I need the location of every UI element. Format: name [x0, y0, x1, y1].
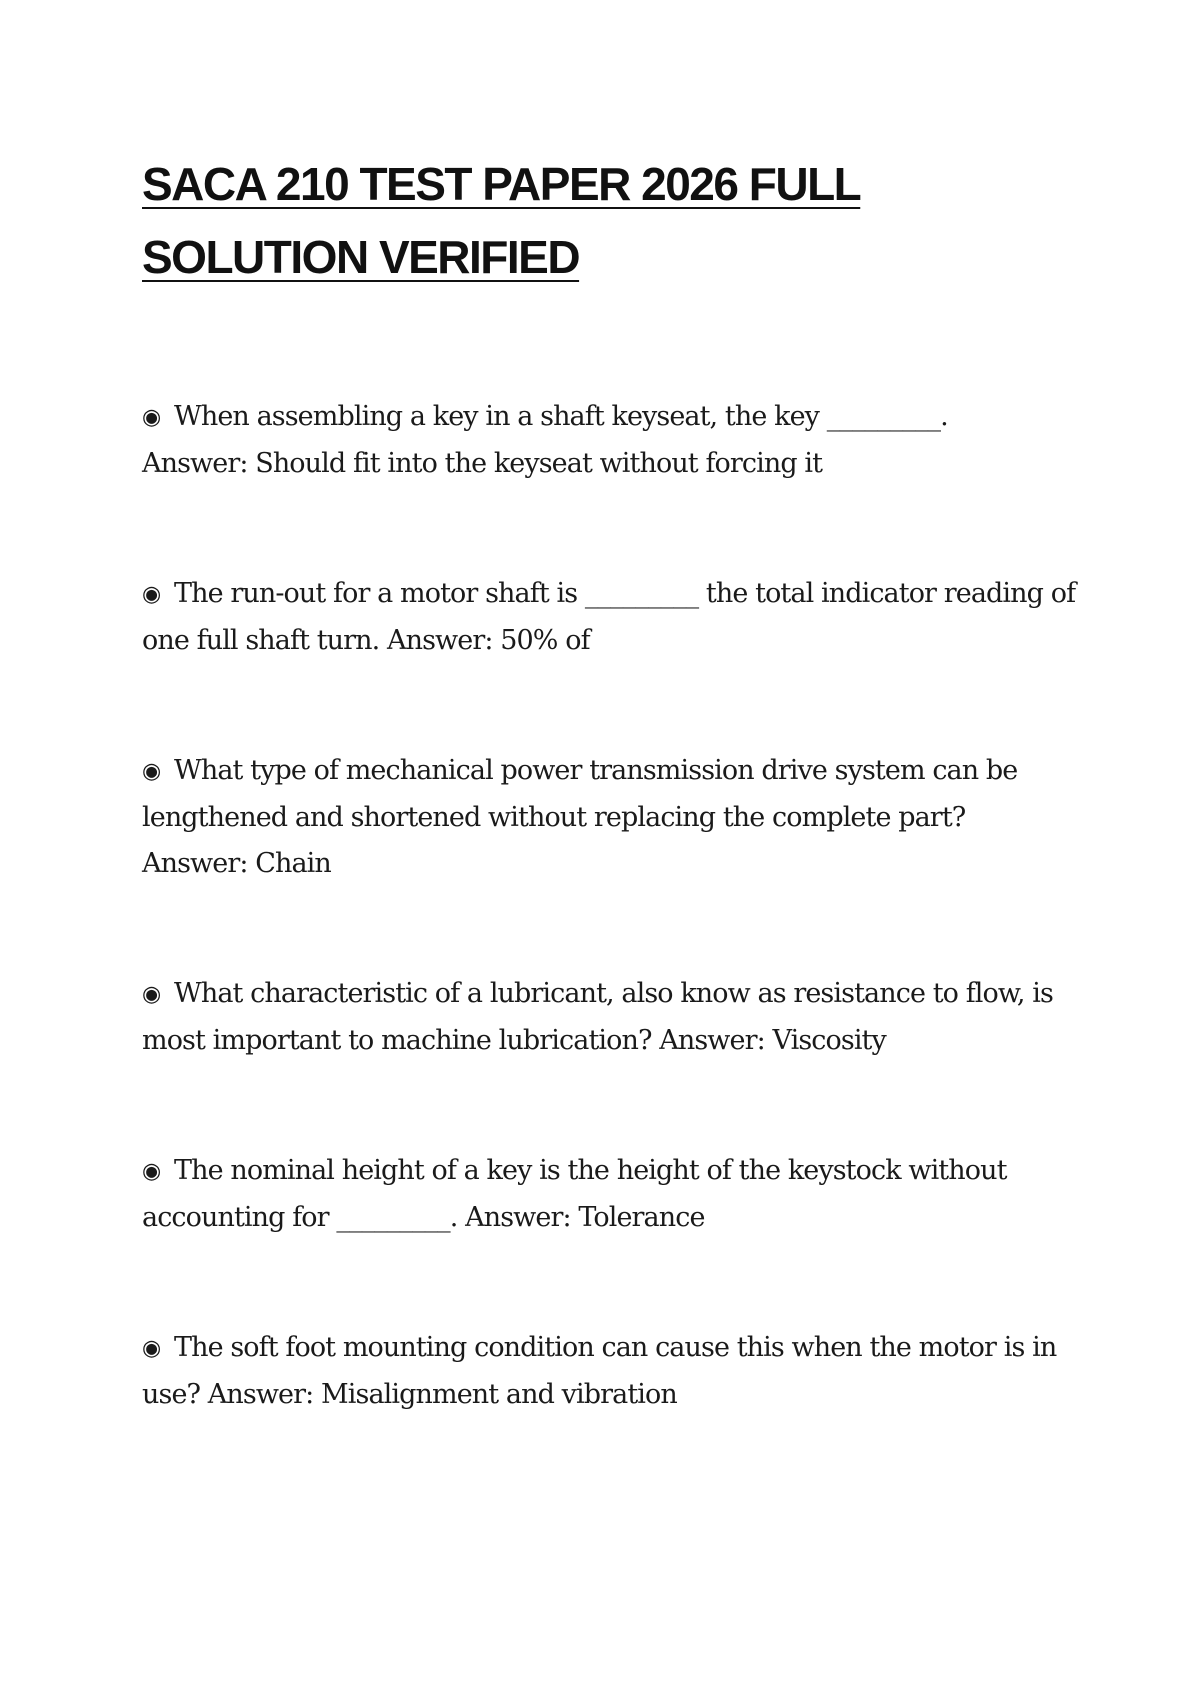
question-text: The soft foot mounting condition can cause this when the motor is in use?	[142, 1332, 1057, 1410]
question-text: When assembling a key in a shaft keyseat, the key _________.	[173, 401, 948, 432]
bullet-icon: ◉	[142, 982, 161, 1007]
question-text: The nominal height of a key is the height of the keystock without accounting for _________.	[142, 1155, 1007, 1233]
bullet-icon: ◉	[142, 1336, 161, 1361]
question-item	[142, 1148, 1090, 1241]
question-item	[142, 971, 1090, 1064]
answer-text: Answer: 50% of	[387, 625, 590, 656]
answer-text: Answer: Misalignment and vibration	[207, 1379, 677, 1410]
answer-text: Answer: Should fit into the keyseat without forcing it	[142, 448, 823, 479]
question-text: What characteristic of a lubricant, also know as resistance to flow, is most important to machine lubrication?	[142, 978, 1053, 1056]
question-list	[142, 394, 1090, 1418]
answer-text: Answer: Chain	[142, 848, 331, 879]
bullet-icon: ◉	[142, 759, 161, 784]
answer-text: Answer: Tolerance	[465, 1202, 705, 1233]
question-item	[142, 394, 1090, 487]
question-text: What type of mechanical power transmission drive system can be lengthened and shortened without replacing the complete part?	[142, 755, 1018, 833]
question-item	[142, 1325, 1090, 1418]
question-item	[142, 571, 1090, 664]
question-text: The run-out for a motor shaft is _________ the total indicator reading of one full shaft turn.	[142, 578, 1076, 656]
document-title: SACA 210 TEST PAPER 2026 FULL SOLUTION VERIFIED	[142, 158, 861, 283]
bullet-icon: ◉	[142, 582, 161, 607]
bullet-icon: ◉	[142, 1159, 161, 1184]
question-item	[142, 748, 1090, 887]
bullet-icon: ◉	[142, 405, 161, 430]
answer-text: Answer: Viscosity	[659, 1025, 886, 1056]
